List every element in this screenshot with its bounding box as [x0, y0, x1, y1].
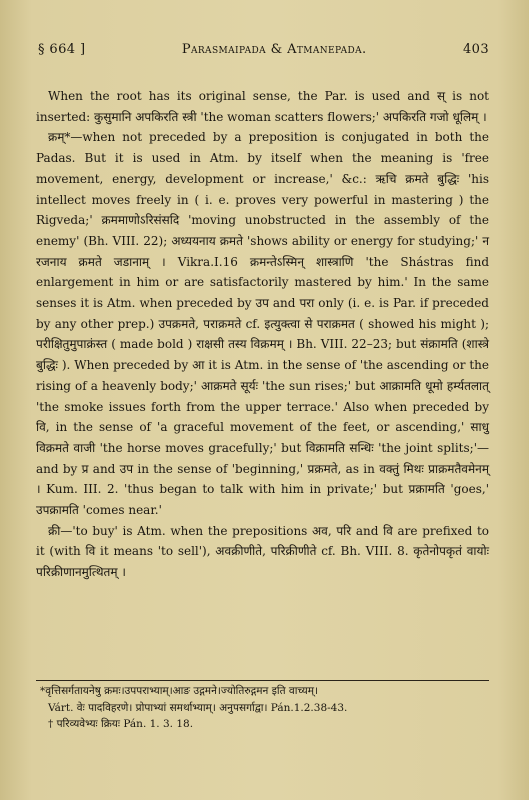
footnotes — [40, 683, 487, 733]
page-number: 403 — [462, 42, 489, 57]
paragraph: क्री—'to buy' is Atm. when the prepositions अव, परि and वि are prefixed to it (with वि it means 'to sell'), अवक्रीणीते, परिक्रीणीते cf. Bh. VIII. 8. कृतेनोपकृतं वायोः परिक्रीणानमुत्थितम् । — [36, 523, 489, 580]
footnote: *वृत्तिसर्गतायनेषु क्रमः।उपपराभ्याम्।आङ उद्गमने।ज्योतिरुद्गमन इति वाच्यम्। — [40, 685, 318, 697]
page-header — [38, 42, 489, 57]
running-title: Parasmaipada & Atmanepada. — [181, 42, 367, 57]
paragraph: When the root has its original sense, the Par. is used and स् is not inserted: कुसुमानि अपकिरति स्त्री 'the woman scatters flowers;' अपकिरति गजो धूलिम् । — [36, 89, 489, 124]
footnote: Várt. वेः पादविहरणे। प्रोपाभ्यां समर्थाभ्याम्। अनुपसर्गाद्वा। Pán.1.2.38-43. — [48, 701, 348, 714]
footnote: † परिव्यवेभ्यः क्रियः Pán. 1. 3. 18. — [48, 718, 194, 730]
footnote-divider — [36, 680, 489, 681]
paragraph: क्रम्*—when not preceded by a preposition is conjugated in both the Padas. But it is used in Atm. by itself when the meaning is 'free movement, energy, development or increase,' &c.: ऋचि क्रमते बुद्धिः 'his intellect moves freely in ( i. e. proves very powerful in mastering ) the Rigveda;' क्रममाणोऽरिसंसदि 'moving unobstructed in the assembly of the enemy' (Bh. VIII. 22); अध्ययनाय क्रमते 'shows ability or energy for studying;' न रजनाय क्रमते जडानाम् । Vikra.I.16 क्रमन्तेऽस्मिन् शास्त्राणि 'the Shástras find enlargement in him or are satisfactorily mastered by him.' In the same senses it is Atm. when preceded by उप and परा only (i. e. is Par. if preceded by any other prep.) उपक्रमते, पराक्रमते cf. इत्युक्त्वा से पराक्रमत ( showed his might ); परीक्षितुमुपाक्रंस्त ( made bold ) राक्षसी तस्य विक्रमम् । Bh. VIII. 22–23; but संक्रामति (शास्त्रे बुद्धिः ). When preceded by आ it is Atm. in the sense of 'the ascending or the rising of a heavenly body;' आक्रमते सूर्यः 'the sun rises;' but आक्रामति धूमो हर्म्यतलात् 'the smoke issues forth from the upper terrace.' Also when preceded by वि, in the sense of 'a graceful movement of the feet, or ascending,' साधु विक्रमते वाजी 'the horse moves gracefully;' but विक्रामति सन्धिः 'the joint splits;'—and by प्र and उप in the sense of 'beginning,' प्रक्रमते, as in वक्तुं मिथः प्राक्रमतैवमेनम् । Kum. III. 2. 'thus began to talk with him in private;' but प्रक्रामति 'goes,' उपक्रामति 'comes near.' — [36, 130, 489, 518]
main-text — [36, 86, 489, 583]
section-number: § 664 ] — [38, 42, 86, 57]
